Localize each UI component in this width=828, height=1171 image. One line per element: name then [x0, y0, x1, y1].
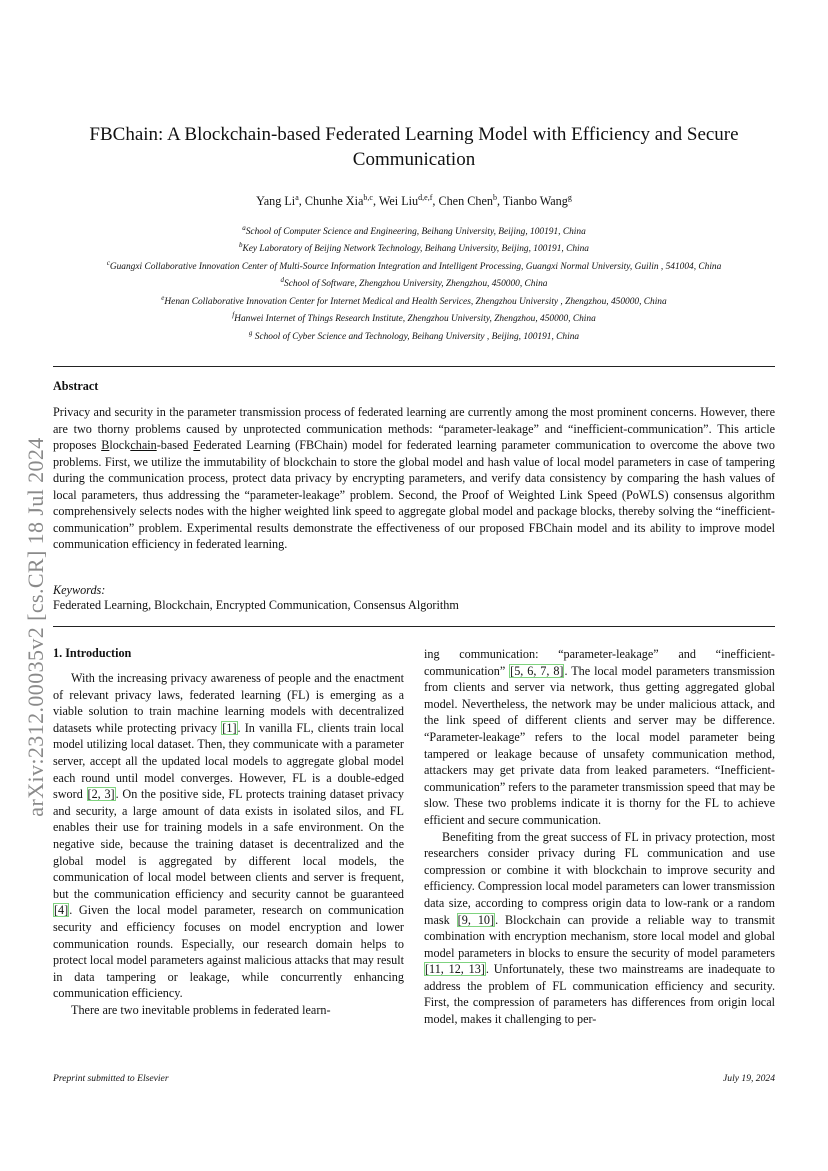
citation-link[interactable]: [9, 10]: [457, 912, 495, 927]
affiliation: $^e$Henan Collaborative Innovation Center for Internet Medical and Health Services, Zhengzhou University , Zhengzhou, 450000, China: [161, 293, 667, 307]
divider-bottom: [53, 626, 775, 627]
citation-link[interactable]: [2, 3]: [87, 787, 115, 802]
affiliation: $^f$Hanwei Internet of Things Research Institute, Zhengzhou University, Zhengzhou, 450000, China: [232, 311, 596, 325]
citation-link[interactable]: [4]: [54, 903, 69, 918]
divider-top: [53, 366, 775, 367]
author: Chunhe Xia$^{b,c}$: [304, 193, 373, 209]
abstract-text: Privacy and security in the parameter transmission process of federated learning are currently among the most prominent concerns. However, there are two thorny problems caused by unprotected communication methods: “parameter-leakage” and “inefficient-communication”. This article proposes Blockchain-based Federated Learning (FBChain) model for federated learning parameter communication to overcome the above two problems. First, we utilize the immutability of blockchain to store the global model and hash value of local model parameters in case of tampering during the communication process, protect data privacy by encrypting parameters, and verify data consistency by comparing the hash values of local parameters, thus addressing the “parameter-leakage” problem. Second, the Proof of Weighted Link Speed (PoWLS) consensus algorithm comprehensively selects nodes with the higher weighted link speed to aggregate global model and package blocks, thereby solving the “inefficient-communication” problem. Experimental results demonstrate the effectiveness of our proposed FBChain model and its ability to improve model communication efficiency in federated learning.: [53, 405, 775, 551]
paragraph: With the increasing privacy awareness of people and the enactment of relevant privacy laws, federated learning (FL) is emerging as a viable solution to train machine learning models with decentralized datasets while protecting privacy [1]. In vanilla FL, clients train local model utilizing local dataset. Then, they communicate with a parameter server, accept all the updated local models to aggregate global model each round until model converges. However, FL is a double-edged sword [2, 3]. On the positive side, FL protects training dataset privacy and security, a large amount of data exists in isolated silos, and FL enables their use for training models in a safe environment. On the negative side, because the training dataset is decentralized and the global model is aggregated by different local models, the communication of local model between clients and server is frequent, but the communication efficiency and security cannot be guaranteed [4]. Given the local model parameter, research on communication security and efficiency focuses on model encryption and lower communication rounds. Especially, our research domain helps to protect local model parameters against malicious attacks that may result in data tampering or leakage, while concurrently enhancing communication efficiency.: [53, 671, 404, 1001]
arxiv-identifier: arXiv:2312.00035v2 [cs.CR] 18 Jul 2024: [23, 437, 48, 817]
citation-link[interactable]: [1]: [222, 720, 237, 735]
affiliation: $^a$School of Computer Science and Engineering, Beihang University, Beijing, 100191, China: [242, 224, 586, 238]
affiliation-list: [40, 222, 788, 344]
author-list: Yang Li$^a$, Chunhe Xia$^{b,c}$, Wei Liu$^{d,e,f}$, Chen Chen$^b$, Tianbo Wang$^g$: [256, 193, 572, 209]
paragraph: There are two inevitable problems in federated learn-: [71, 1002, 331, 1017]
affiliation: $^d$School of Software, Zhengzhou University, Zhengzhou, 450000, China: [280, 276, 548, 290]
keywords-heading: Keywords:: [53, 583, 106, 597]
citation-link[interactable]: [5, 6, 7, 8]: [510, 663, 564, 678]
affiliation: $^b$Key Laboratory of Beijing Network Technology, Beihang University, Beijing, 100191, China: [239, 241, 589, 255]
paragraph: ing communication: “parameter-leakage” and “inefficient-communication” [5, 6, 7, 8]. The local model parameters transmission from clients and server via network, thus getting aggregated global model. Nevertheless, the network may be under malicious attack, and the link speed of different clients and server may be difference. “Parameter-leakage” refers to the local model parameter being tampered or leakage because of unsafety communication method, attackers may get private data from leaked parameters. “Inefficient-communication” refers to the parameter transmission speed that may be slow. These two problems indicate it is thorny for the FL to achieve efficient and secure communication.: [424, 647, 775, 827]
footer-date: July 19, 2024: [723, 1073, 775, 1084]
abstract-heading: Abstract: [53, 379, 99, 393]
author: Tianbo Wang$^g$: [502, 193, 572, 209]
right-column: [424, 646, 775, 1028]
paragraph: Benefiting from the great success of FL in privacy protection, most researchers consider privacy during FL communication and use compression or combine it with blockchain to improve security and efficiency. Compression local model parameters can lower transmission data size, according to compress origin data to low-rank or a random mask [9, 10]. Blockchain can provide a reliable way to transmit combination with encryption mechanism, store local model and global model parameters in blocks to ensure the security of model parameters [11, 12, 13]. Unfortunately, these two mainstreams are inadequate to address the problem of FL communication efficiency and security. First, the compression of parameters has differences from origin local model, makes it challenging to per-: [424, 829, 775, 1027]
author: Chen Chen$^b$: [438, 193, 497, 209]
citation-link[interactable]: [11, 12, 13]: [425, 962, 485, 977]
section-heading-introduction: 1. Introduction: [53, 646, 132, 660]
affiliation: $^g$ School of Cyber Science and Technology, Beihang University , Beijing, 100191, China: [248, 328, 580, 342]
title-line-1: FBChain: A Blockchain-based Federated Learning Model with Efficiency and Secure: [89, 124, 739, 145]
keywords-text: Federated Learning, Blockchain, Encrypted Communication, Consensus Algorithm: [53, 598, 459, 612]
author: Yang Li$^a$: [256, 193, 299, 209]
title-line-2: Communication: [352, 149, 476, 170]
author: Wei Liu$^{d,e,f}$: [378, 193, 433, 209]
paper-title: [55, 122, 773, 172]
footer-journal: Preprint submitted to Elsevier: [53, 1073, 169, 1084]
affiliation: $^c$Guangxi Collaborative Innovation Center of Multi-Source Information Integration and Intelligent Processing, Guangxi Normal University, Guilin , 541004, China: [106, 258, 722, 272]
left-column: [53, 670, 404, 1018]
